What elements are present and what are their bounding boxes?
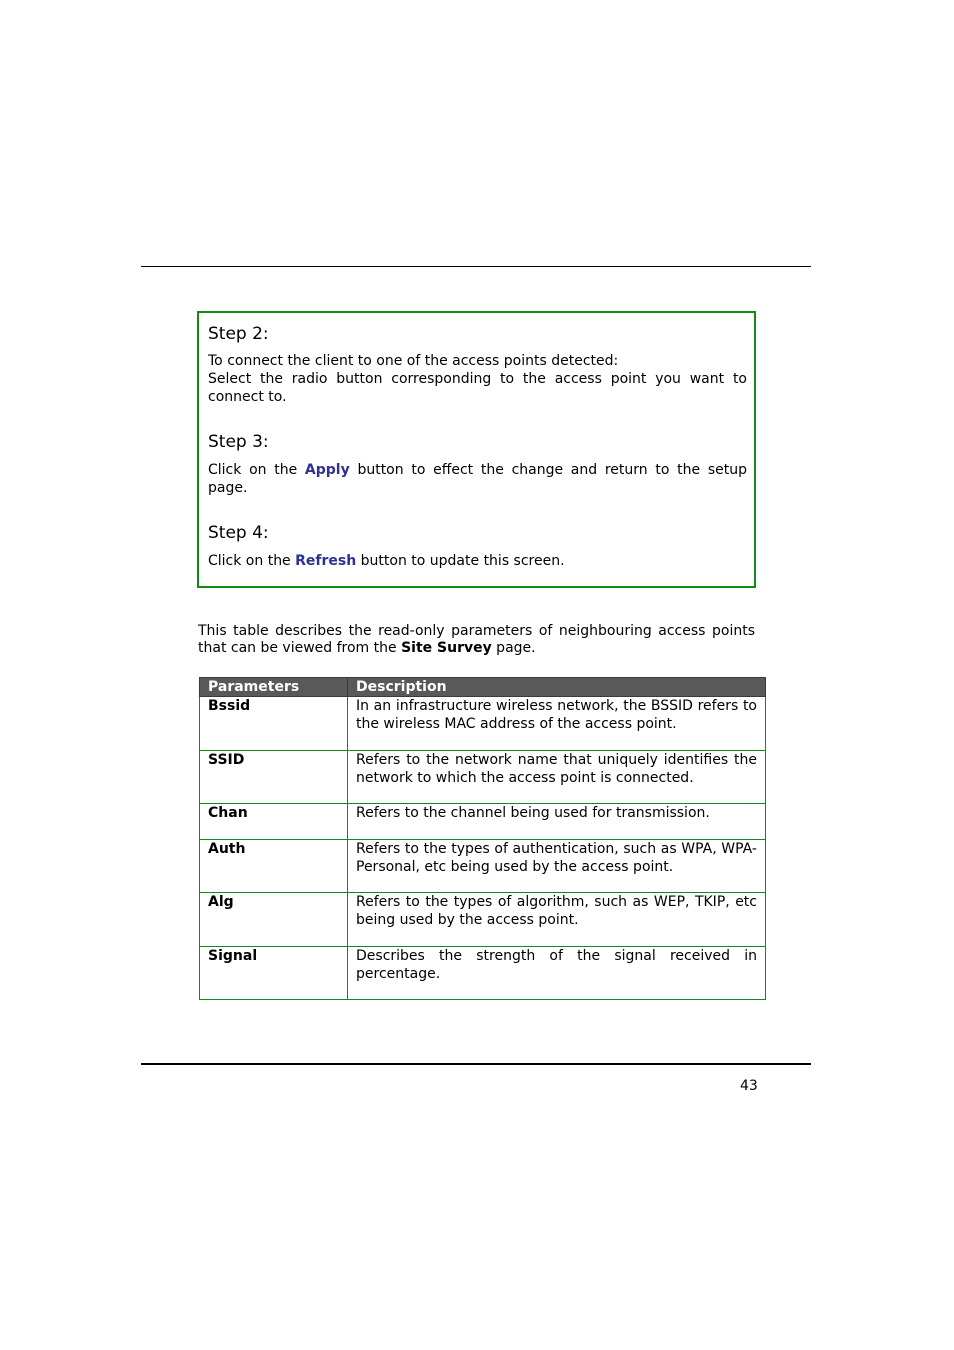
intro-paragraph: [198, 623, 755, 657]
step3-pre: Click on the: [208, 462, 305, 478]
bottom-rule: [141, 1063, 811, 1065]
step3-post: button to effect the change and return to the setup page.: [208, 462, 748, 496]
intro-pre: This table describes the read-only parameters of neighbouring access points that can be viewed from the: [198, 623, 755, 656]
param-name: Auth: [200, 840, 348, 893]
site-survey-term: Site Survey: [401, 640, 492, 656]
step4-heading: Step 4:: [208, 523, 269, 543]
page-number: 43: [740, 1078, 758, 1094]
parameters-table: [199, 677, 766, 1000]
table-row: [200, 893, 766, 947]
table-header-row: [200, 678, 766, 697]
top-rule: [141, 266, 811, 267]
step4-pre: Click on the: [208, 553, 296, 569]
param-name: SSID: [200, 751, 348, 804]
param-name: Alg: [200, 893, 348, 947]
param-description: Refers to the types of algorithm, such as WEP, TKIP, etc being used by the access point.: [348, 893, 766, 947]
step3-text: [208, 461, 747, 497]
header-parameters: Parameters: [200, 678, 348, 697]
step2-text: [208, 352, 747, 406]
table-row: [200, 751, 766, 804]
param-name: Signal: [200, 947, 348, 1000]
step4-text: [208, 552, 747, 570]
table-row: [200, 947, 766, 1000]
step3-heading: Step 3:: [208, 432, 269, 452]
param-description: Describes the strength of the signal received in percentage.: [348, 947, 766, 1000]
table-row: [200, 804, 766, 840]
step4-post: button to update this screen.: [356, 553, 565, 569]
param-description: In an infrastructure wireless network, the BSSID refers to the wireless MAC address of the access point.: [348, 697, 766, 751]
step2-heading: Step 2:: [208, 324, 269, 344]
step2-line2: Select the radio button corresponding to the access point you want to connect to.: [208, 371, 747, 405]
header-description: Description: [348, 678, 766, 697]
intro-post: page.: [491, 640, 536, 656]
param-description: Refers to the network name that uniquely identifies the network to which the access point is connected.: [348, 751, 766, 804]
step2-line1: To connect the client to one of the access points detected:: [208, 353, 619, 369]
param-name: Chan: [200, 804, 348, 840]
refresh-keyword: Refresh: [295, 553, 357, 569]
param-description: Refers to the channel being used for transmission.: [348, 804, 766, 840]
param-description: Refers to the types of authentication, such as WPA, WPA-Personal, etc being used by the access point.: [348, 840, 766, 893]
table-row: [200, 840, 766, 893]
table-row: [200, 697, 766, 751]
param-name: Bssid: [200, 697, 348, 751]
steps-box: [197, 311, 756, 588]
apply-keyword: Apply: [304, 462, 350, 478]
